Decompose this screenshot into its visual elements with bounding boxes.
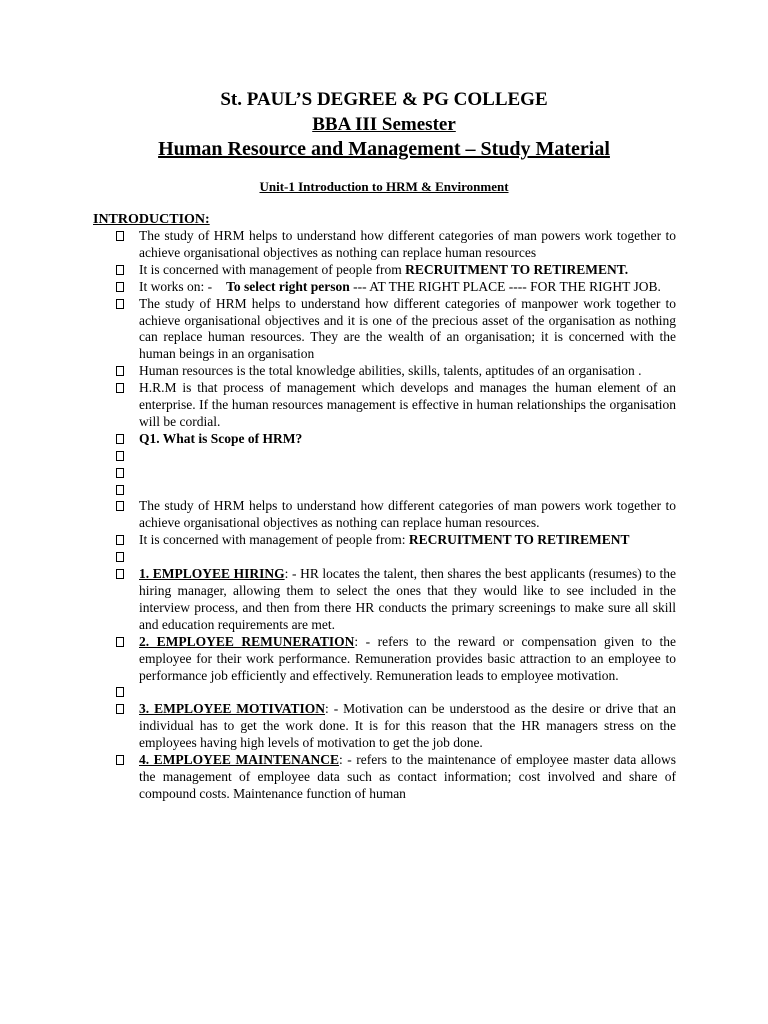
bullet-icon	[116, 687, 124, 697]
list-item: The study of HRM helps to understand how different categories of man powers work together to achieve organisational objectives as nothing can replace human resources	[116, 228, 676, 262]
bullet-icon	[116, 265, 124, 275]
list-item-employee-hiring: 1. EMPLOYEE HIRING: - HR locates the talent, then shares the best applicants (resumes) to the hiring manager, allowing them to select the ones that they would like to see included in the interview process, and then from there HR conducts the primary screenings to make sure all skill and education requirements are met.	[116, 566, 676, 634]
bullet-icon	[116, 468, 124, 478]
empty-list-item	[116, 448, 676, 465]
list-item-employee-maintenance: 4. EMPLOYEE MAINTENANCE: - refers to the maintenance of employee master data allows the management of employee data such as contact information; cost involved and share of compound costs. Maintenance function of human	[116, 752, 676, 803]
list-item: Human resources is the total knowledge abilities, skills, talents, aptitudes of an organisation .	[116, 363, 676, 380]
empty-list-item	[116, 482, 676, 499]
list-item-question: Q1. What is Scope of HRM?	[116, 431, 676, 448]
list-item: It is concerned with management of people from: RECRUITMENT TO RETIREMENT	[116, 532, 676, 549]
bullet-icon	[116, 535, 124, 545]
bullet-icon	[116, 451, 124, 461]
empty-list-item	[116, 549, 676, 566]
bullet-icon	[116, 704, 124, 714]
bullet-icon	[116, 755, 124, 765]
list-item-employee-motivation: 3. EMPLOYEE MOTIVATION: - Motivation can be understood as the desire or drive that an individual has to get the work done. It is for this reason that the HR managers stress on the employees having high levels of motivation to get the job done.	[116, 701, 676, 752]
bullet-list	[116, 228, 676, 803]
bullet-icon	[116, 569, 124, 579]
bullet-icon	[116, 485, 124, 495]
bullet-icon	[116, 637, 124, 647]
list-item: The study of HRM helps to understand how different categories of man powers work together to achieve organisational objectives as nothing can replace human resources.	[116, 498, 676, 532]
unit-title: Unit-1 Introduction to HRM & Environment	[259, 179, 509, 194]
list-item: H.R.M is that process of management which develops and manages the human element of an enterprise. If the human resources management is effective in human relationships the organisation will be cordial.	[116, 380, 676, 431]
bullet-icon	[116, 299, 124, 309]
semester-title: BBA III Semester	[312, 114, 456, 135]
section-heading-introduction: INTRODUCTION:	[93, 212, 210, 227]
empty-list-item	[116, 684, 676, 701]
list-item: It works on: - To select right person --- AT THE RIGHT PLACE ---- FOR THE RIGHT JOB.	[116, 279, 676, 296]
bullet-icon	[116, 501, 124, 511]
list-item: The study of HRM helps to understand how different categories of manpower work together to achieve organisational objectives and it is one of the precious asset of the organisation as nothing can replace human resources. They are the wealth of an organisation; it is concerned with the human beings in an organisation	[116, 296, 676, 364]
bullet-icon	[116, 282, 124, 292]
bullet-icon	[116, 231, 124, 241]
bullet-icon	[116, 552, 124, 562]
bullet-icon	[116, 383, 124, 393]
bullet-icon	[116, 434, 124, 444]
college-name: St. PAUL’S DEGREE & PG COLLEGE	[220, 89, 548, 110]
bullet-icon	[116, 366, 124, 376]
list-item-employee-remuneration: 2. EMPLOYEE REMUNERATION: - refers to the reward or compensation given to the employee for their work performance. Remuneration provides basic attraction to an employee to performance job efficiently and effectively. Remuneration leads to employee motivation.	[116, 634, 676, 685]
list-item: It is concerned with management of people from RECRUITMENT TO RETIREMENT.	[116, 262, 676, 279]
subject-title: Human Resource and Management – Study Material	[158, 138, 610, 160]
empty-list-item	[116, 465, 676, 482]
